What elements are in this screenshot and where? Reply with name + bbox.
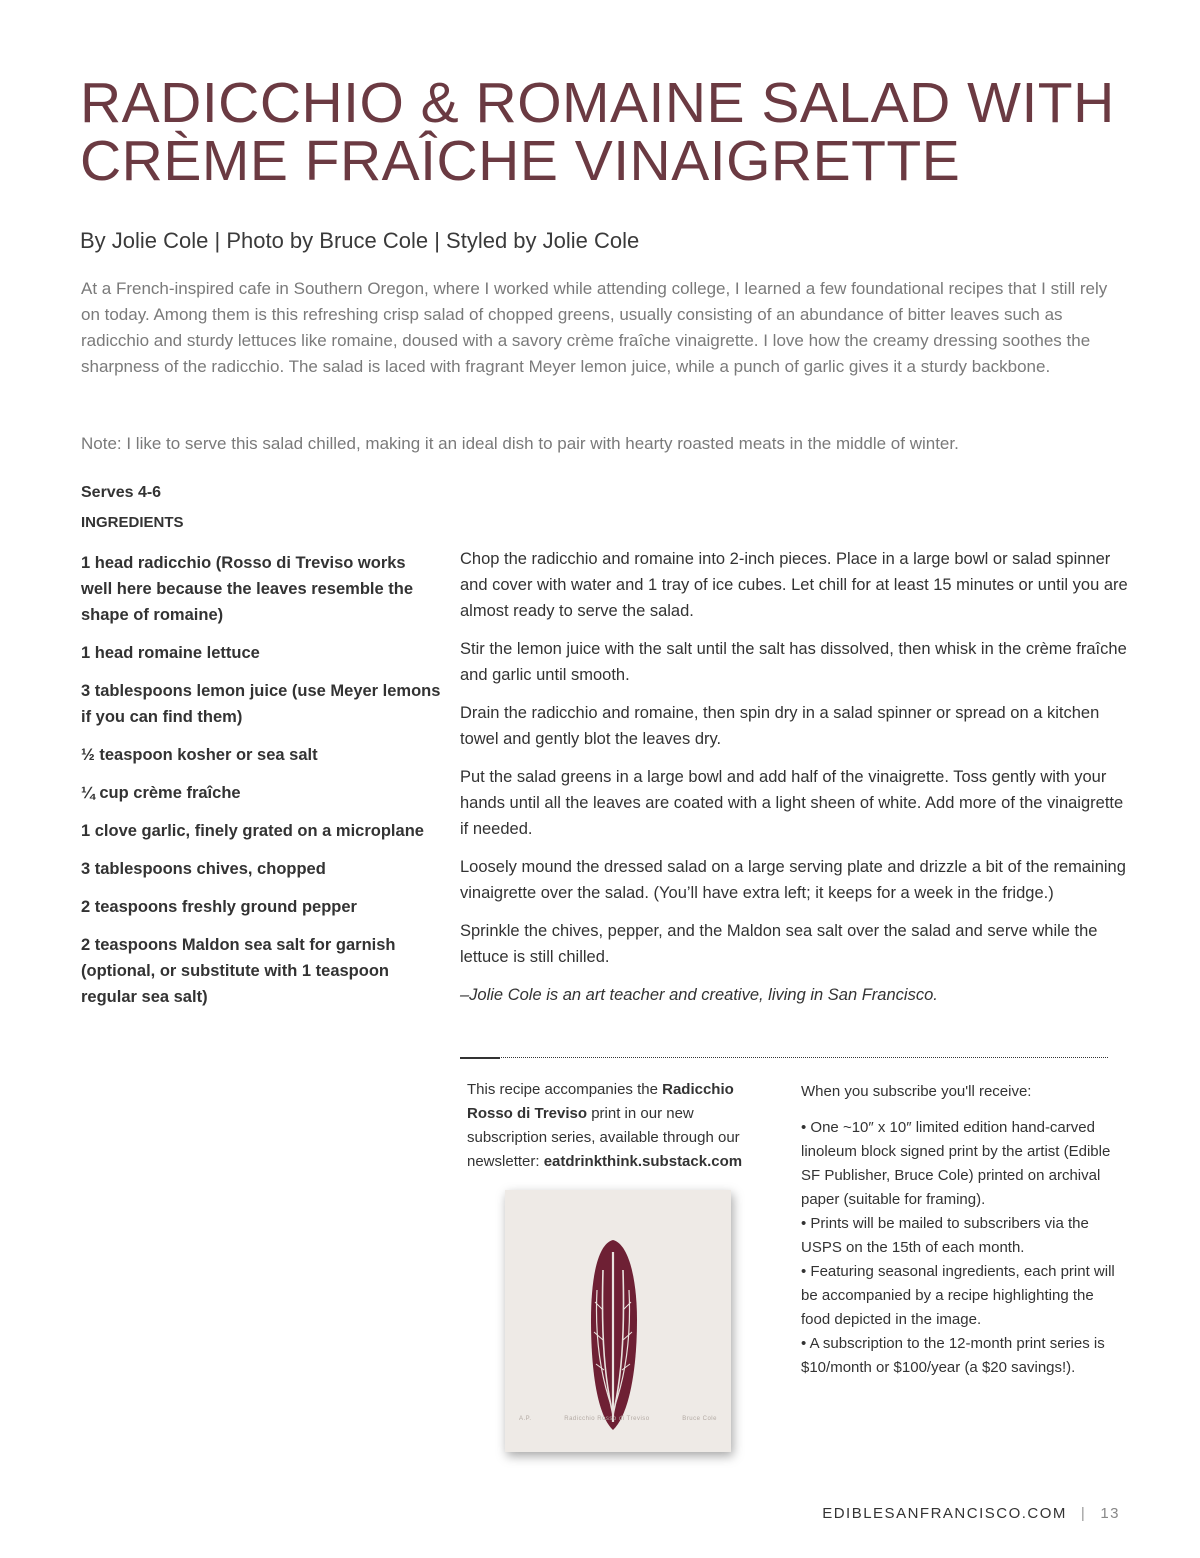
article-title [80, 71, 1140, 193]
ingredient-item: ¼ cup crème fraîche [81, 784, 241, 802]
promo-text-part-2: print in our new subscription series, available through our newsletter: [467, 1105, 740, 1170]
benefits-heading: When you subscribe you'll receive: [801, 1083, 1032, 1100]
footer-site[interactable]: EDIBLESANFRANCISCO.COM [822, 1505, 1067, 1522]
newsletter-link[interactable]: eatdrinkthink.substack.com [543, 1153, 743, 1170]
title-line-1: RADICCHIO & ROMAINE SALAD WITH [80, 71, 1115, 135]
footer-separator: | [1080, 1505, 1087, 1522]
benefits-list [801, 1116, 1116, 1380]
ingredient-item: 3 tablespoons lemon juice (use Meyer lemons if you can find them) [81, 682, 441, 726]
title-line-2: CRÈME FRAÎCHE VINAIGRETTE [80, 129, 961, 193]
author-bio: –Jolie Cole is an art teacher and creative, living in San Francisco. [460, 986, 938, 1004]
ingredient-item: 1 head romaine lettuce [81, 644, 260, 662]
subscription-benefits [801, 1080, 1116, 1380]
print-title: Radicchio Rosso di Treviso [564, 1416, 650, 1422]
benefit-item: • A subscription to the 12-month print series is $10/month or $100/year (a $20 savings!). [801, 1335, 1105, 1376]
ingredients-list [81, 550, 441, 1022]
ingredient-item: 1 clove garlic, finely grated on a microplane [81, 822, 424, 840]
radicchio-print-image [505, 1190, 731, 1452]
ingredient-item: 2 teaspoons freshly ground pepper [81, 898, 357, 916]
ingredient-item: 2 teaspoons Maldon sea salt for garnish (optional, or substitute with 1 teaspoon regular sea salt) [81, 936, 396, 1006]
byline: By Jolie Cole | Photo by Bruce Cole | Styled by Jolie Cole [80, 228, 640, 253]
promo-text [467, 1078, 767, 1174]
promo-print-name: Radicchio Rosso di Treviso [467, 1081, 734, 1122]
direction-step: Drain the radicchio and romaine, then spin dry in a salad spinner or spread on a kitchen towel and gently blot the leaves dry. [460, 704, 1100, 748]
direction-step: Put the salad greens in a large bowl and add half of the vinaigrette. Toss gently with your hands until all the leaves are coated with a light sheen of white. Add more of the vinaigrette if needed. [460, 768, 1124, 838]
intro-paragraph: At a French-inspired cafe in Southern Oregon, where I worked while attending college, I learned a few foundational recipes that I still rely on today. Among them is this refreshing crisp salad of chopped greens, usually consisting of an abundance of bitter leaves such as radicchio and sturdy lettuces like romaine, doused with a savory crème fraîche vinaigrette. I love how the creamy dressing soothes the sharpness of the radicchio. The salad is laced with fragrant Meyer lemon juice, while a punch of garlic gives it a sturdy backbone. [81, 279, 1108, 376]
section-divider [460, 1057, 1108, 1058]
ingredient-item: 1 head radicchio (Rosso di Treviso works well here because the leaves resemble the shape of romaine) [81, 554, 414, 624]
page-number: 13 [1100, 1505, 1120, 1522]
serves-label: Serves 4-6 [81, 484, 162, 501]
directions [460, 546, 1135, 1020]
print-caption [519, 1416, 717, 1422]
direction-step: Chop the radicchio and romaine into 2-inch pieces. Place in a large bowl or salad spinner and cover with water and 1 tray of ice cubes. Let chill for at least 15 minutes or until you are almost ready to serve the salad. [460, 550, 1128, 620]
ingredient-item: ½ teaspoon kosher or sea salt [81, 746, 318, 764]
print-signature: Bruce Cole [682, 1416, 717, 1422]
page-footer [822, 1505, 1120, 1522]
benefit-item: • Featuring seasonal ingredients, each print will be accompanied by a recipe highlighting the food depicted in the image. [801, 1263, 1115, 1328]
benefit-item: • One ~10″ x 10″ limited edition hand-carved linoleum block signed print by the artist (Edible SF Publisher, Bruce Cole) printed on archival paper (suitable for framing). [801, 1119, 1111, 1208]
direction-step: Stir the lemon juice with the salt until the salt has dissolved, then whisk in the crème fraîche and garlic until smooth. [460, 640, 1127, 684]
radicchio-illustration [505, 1190, 731, 1452]
direction-step: Sprinkle the chives, pepper, and the Maldon sea salt over the salad and serve while the lettuce is still chilled. [460, 922, 1098, 966]
ingredients-heading: INGREDIENTS [81, 514, 184, 531]
print-edition: A.P. [519, 1416, 532, 1422]
promo-text-part-1: This recipe accompanies the [467, 1081, 663, 1098]
note-paragraph: Note: I like to serve this salad chilled, making it an ideal dish to pair with hearty roasted meats in the middle of winter. [81, 434, 959, 453]
direction-step: Loosely mound the dressed salad on a large serving plate and drizzle a bit of the remaining vinaigrette over the salad. (You’ll have extra left; it keeps for a week in the fridge.) [460, 858, 1126, 902]
ingredient-item: 3 tablespoons chives, chopped [81, 860, 326, 878]
benefit-item: • Prints will be mailed to subscribers via the USPS on the 15th of each month. [801, 1215, 1089, 1256]
